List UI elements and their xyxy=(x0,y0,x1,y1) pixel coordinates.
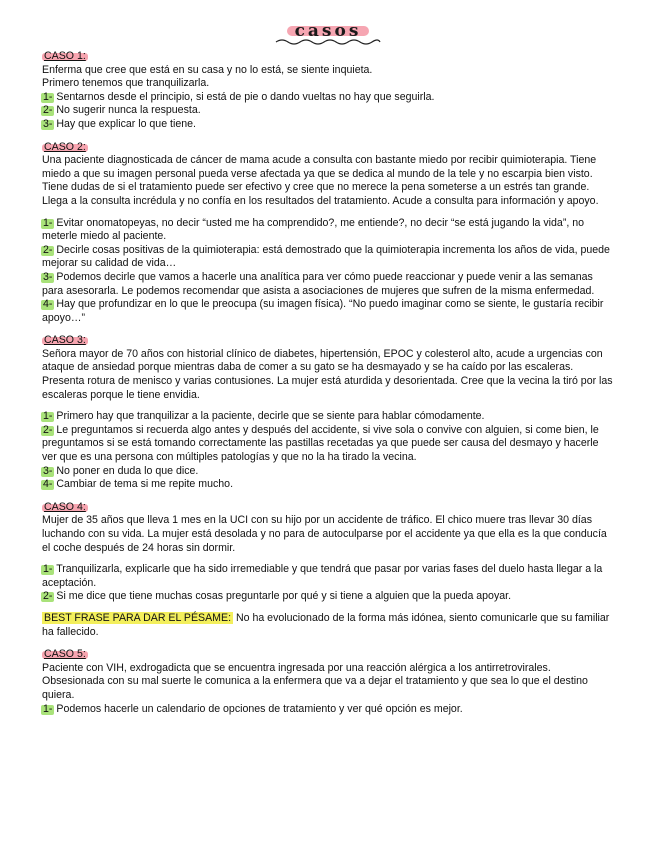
list-item xyxy=(42,91,614,105)
case-3 xyxy=(42,330,614,492)
list-item xyxy=(42,271,614,298)
item-number: 2- xyxy=(43,423,53,436)
case-1 xyxy=(42,46,614,132)
case-intro: Mujer de 35 años que lleva 1 mes en la UCI con su hijo por un accidente de tráfico. El chico muere tras llevar 30 días luchando con su vida. La mujer está desolada y no para de autoculparse por el accidente ya que ella es la que conducía el coche después de 24 horas sin dormir. xyxy=(42,514,607,554)
list-item xyxy=(42,478,614,492)
item-number: 2- xyxy=(43,243,53,256)
list-item xyxy=(42,298,614,325)
item-text: Sentarnos desde el principio, si está de pie o dando vueltas no hay que seguirla. xyxy=(56,90,435,103)
page-title: casos xyxy=(287,20,370,42)
item-number: 3- xyxy=(43,464,53,477)
item-text: No poner en duda lo que dice. xyxy=(56,464,199,477)
item-text: Hay que explicar lo que tiene. xyxy=(56,117,196,130)
item-number: 4- xyxy=(43,478,53,491)
item-number: 2- xyxy=(43,590,53,603)
case-intro: Señora mayor de 70 años con historial clínico de diabetes, hipertensión, EPOC y colesterol alto, acude a urgencias con ataque de ansiedad porque mientras daba de comer a su gato se ha desmayado y se ha caído por las escaleras. Presenta rotura de menisco y varias contusiones. La mujer está aturdida y desorientada. Cree que la vecina la tiró por las escaleras porque le tiene envidia. xyxy=(42,347,613,401)
case-heading: CASO 2: xyxy=(44,140,86,153)
item-number: 3- xyxy=(43,270,53,283)
case-intro: Primero tenemos que tranquilizarla. xyxy=(42,77,210,90)
item-number: 1- xyxy=(43,563,53,576)
item-text: Hay que profundizar en lo que le preocupa (su imagen física). “No puedo imaginar como se siente, le gustaría recibir apoyo…” xyxy=(42,298,604,324)
list-item xyxy=(42,563,614,590)
item-number: 1- xyxy=(43,90,53,103)
item-number: 3- xyxy=(43,117,53,130)
best-phrase-text: No ha evolucionado de la forma más idónea, siento comunicarle que su familiar ha fallecido. xyxy=(42,611,610,638)
case-2 xyxy=(42,137,614,326)
case-heading: CASO 4: xyxy=(44,500,86,513)
case-heading: CASO 3: xyxy=(44,334,86,347)
case-5 xyxy=(42,644,614,716)
item-text: Evitar onomatopeyas, no decir “usted me ha comprendido?, me entiende?, no decir “se está jugando la vida”, no meterle miedo al paciente. xyxy=(42,216,585,243)
title-block xyxy=(42,20,614,46)
case-heading: CASO 5: xyxy=(44,648,86,661)
case-intro: Una paciente diagnosticada de cáncer de mama acude a consulta con bastante miedo por recibir quimioterapia. Tiene miedo a que su imagen personal pueda verse afectada ya que se dedica al mundo de la tele y no escarpia bien visto. Tiene dudas de si el tratamiento puede ser efectivo y cree que no merece la pena someterse a un estrés tan grande. Llega a la consulta incrédula y no confía en los resultados del tratamiento. Acude a consulta para información y apoyo. xyxy=(42,154,599,207)
list-item xyxy=(42,217,614,244)
item-text: Si me dice que tiene muchas cosas preguntarle por qué y si tiene a alguien que la pueda apoyar. xyxy=(56,590,512,603)
best-phrase-label: BEST FRASE PARA DAR EL PÉSAME: xyxy=(44,611,232,624)
list-item xyxy=(42,465,614,479)
item-number: 1- xyxy=(43,410,53,423)
item-text: Decirle cosas positivas de la quimioterapia: está demostrado que la quimioterapia incrementa los años de vida, puede mejorar su calidad de vida… xyxy=(42,243,610,270)
list-item xyxy=(42,703,614,717)
list-item xyxy=(42,118,614,132)
item-number: 1- xyxy=(43,702,53,715)
case-intro: Paciente con VIH, exdrogadicta que se encuentra ingresada por una reacción alérgica a los antirretrovirales. Obsesionada con su mal suerte le comunica a la enfermera que va a dejar el tratamiento y que sea lo que el destino quiera. xyxy=(42,661,588,701)
case-intro: Enferma que cree que está en su casa y no lo está, se siente inquieta. xyxy=(42,63,373,76)
item-text: Le preguntamos si recuerda algo antes y después del accidente, si vive sola o convive con alguien, si come bien, le preguntamos si se está tomando correctamente las pastillas recetadas ya que puede ser causa del desmayo y hacerle ver que es una persona con múltiples patologías y que no la ha tirado la vecina. xyxy=(42,423,599,464)
item-text: Podemos hacerle un calendario de opciones de tratamiento y ver qué opción es mejor. xyxy=(56,702,463,715)
item-number: 4- xyxy=(43,298,53,311)
list-item xyxy=(42,590,614,604)
case-heading: CASO 1: xyxy=(44,50,86,62)
item-text: Podemos decirle que vamos a hacerle una analítica para ver cómo puede reaccionar y puede venir a las semanas para asesorarla. Le podemos recomendar que asista a asociaciones de mujeres que sufren de la misma enfermedad. xyxy=(42,270,595,297)
document-body xyxy=(42,46,614,716)
list-item xyxy=(42,410,614,424)
list-item xyxy=(42,244,614,271)
item-number: 1- xyxy=(43,216,53,229)
item-text: No sugerir nunca la respuesta. xyxy=(56,104,201,117)
case-4 xyxy=(42,497,614,604)
list-item xyxy=(42,104,614,118)
item-text: Cambiar de tema si me repite mucho. xyxy=(56,478,234,491)
item-number: 2- xyxy=(43,104,53,117)
title-underline-squiggle xyxy=(274,38,382,46)
item-text: Primero hay que tranquilizar a la paciente, decirle que se siente para hablar cómodamente. xyxy=(56,410,485,423)
best-phrase xyxy=(42,612,614,639)
list-item xyxy=(42,424,614,465)
item-text: Tranquilizarla, explicarle que ha sido irremediable y que tendrá que pasar por varias fases del duelo hasta llegar a la aceptación. xyxy=(42,563,603,589)
